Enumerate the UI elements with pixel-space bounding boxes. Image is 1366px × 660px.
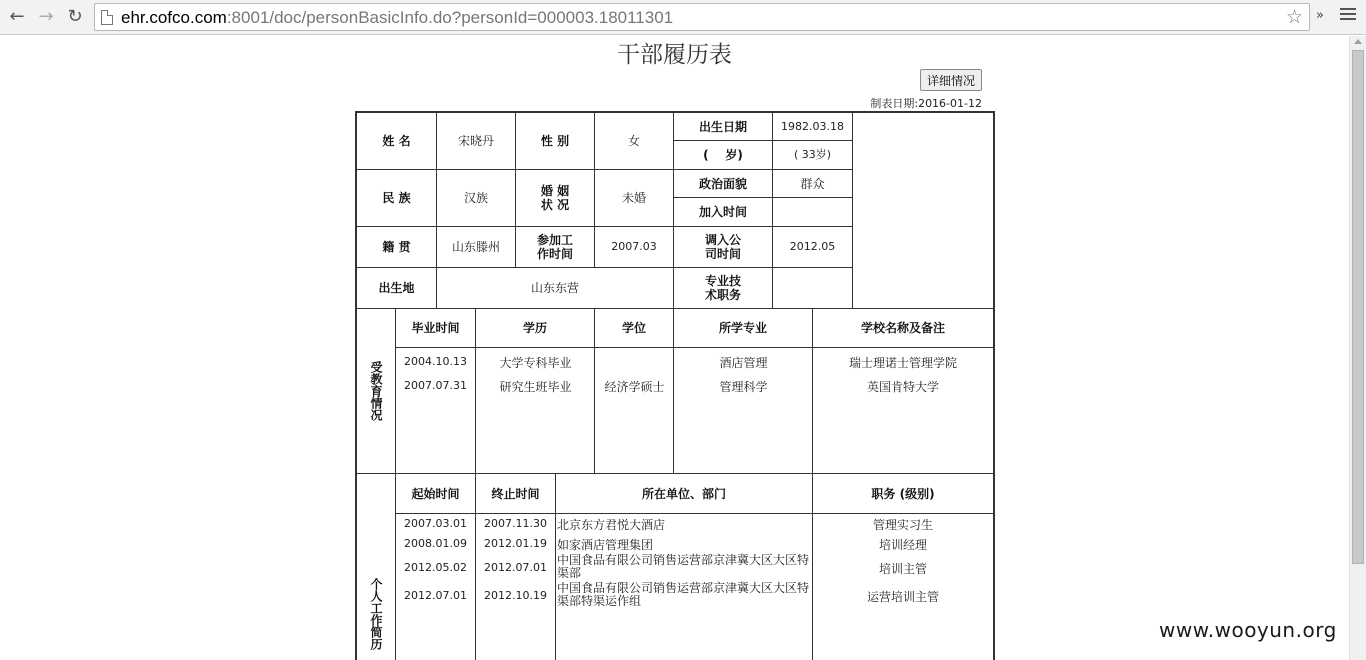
edu-row-2-date: 2007.07.31 [404,379,467,392]
scroll-up-arrow-icon[interactable] [1354,39,1362,44]
marital-value: 未婚 [595,170,674,227]
work-header-start: 起始时间 [396,474,476,514]
work-start-label: 参加工 作时间 [516,227,595,268]
edu-row-1-level: 大学专科毕业 [499,356,572,370]
work-row-3-post: 培训主管 [878,562,927,576]
detail-button[interactable]: 详细情况 [920,69,982,91]
ethnic-value: 汉族 [437,170,516,227]
birthplace-value: 山东东营 [437,268,674,309]
address-bar[interactable] [94,3,1310,31]
marital-label: 婚 姻 状 况 [516,170,595,227]
edu-header-major: 所学专业 [674,309,813,348]
work-row-4-post: 运营培训主管 [866,590,939,604]
work-row-1-post: 管理实习生 [872,518,933,532]
tech-value [773,268,853,309]
name-value: 宋晓丹 [437,113,516,170]
transfer-value: 2012.05 [773,227,853,268]
work-start-value: 2007.03 [595,227,674,268]
education-section-label: 受教育情况 [369,361,383,421]
work-row-3-start: 2012.05.02 [404,561,467,574]
extensions-chevron-icon[interactable]: » [1316,8,1324,23]
work-row-1-start: 2007.03.01 [404,517,467,530]
address-url[interactable]: ehr.cofco.com:8001/doc/personBasicInfo.do?personId=000003.18011301 [121,8,674,27]
edu-row-2-level: 研究生班毕业 [499,380,572,394]
native-label: 籍 贯 [357,227,437,268]
edu-row-2-major: 管理科学 [719,380,768,394]
bookmark-star-icon[interactable]: ☆ [1285,6,1303,28]
vertical-scrollbar[interactable] [1349,36,1366,660]
page-icon [101,10,113,25]
age-label: ( 岁) [674,141,773,170]
menu-icon[interactable] [1340,8,1356,24]
join-label: 加入时间 [674,198,773,227]
work-row-3-unit: 中国食品有限公司销售运营部京津冀大区大区特渠部 [557,553,810,580]
made-date: 制表日期:2016-01-12 [870,97,982,110]
work-header-end: 终止时间 [476,474,556,514]
gender-label: 性 别 [516,113,595,170]
work-row-2-start: 2008.01.09 [404,537,467,550]
edu-row-1-school: 瑞士理诺士管理学院 [848,356,957,370]
work-row-3-end: 2012.07.01 [484,561,547,574]
edu-header-degree: 学位 [595,309,674,348]
work-row-2-unit: 如家酒店管理集团 [557,538,654,552]
native-value: 山东滕州 [437,227,516,268]
work-row-4-start: 2012.07.01 [404,589,467,602]
gender-value: 女 [595,113,674,170]
work-row-1-unit: 北京东方君悦大酒店 [557,518,666,532]
edu-row-1-major: 酒店管理 [719,356,768,370]
edu-row-2-school: 英国肯特大学 [866,380,939,394]
birth-label: 出生日期 [674,113,773,141]
work-header-unit: 所在单位、部门 [556,474,813,514]
photo-cell [853,113,993,309]
tech-label: 专业技 术职务 [674,268,773,309]
back-arrow-icon[interactable]: ← [9,6,25,27]
forward-arrow-icon[interactable]: → [38,6,54,27]
work-row-2-end: 2012.01.19 [484,537,547,550]
edu-row-2-degree: 经济学硕士 [604,380,665,394]
birth-value: 1982.03.18 [773,113,853,141]
page-title: 干部履历表 [617,42,732,68]
work-header-post: 职务 (级别) [813,474,993,514]
work-col-end [476,514,556,660]
political-value: 群众 [773,170,853,198]
edu-header-level: 学历 [476,309,595,348]
watermark: www.wooyun.org [1159,618,1337,642]
join-value [773,198,853,227]
reload-icon[interactable]: ↻ [67,6,83,27]
edu-row-1-date: 2004.10.13 [404,355,467,368]
edu-col-degree [595,348,674,474]
work-row-4-unit: 中国食品有限公司销售运营部京津冀大区大区特渠部特渠运作组 [557,581,810,608]
work-section-label: 个人工作简历 [369,578,383,650]
political-label: 政治面貌 [674,170,773,198]
edu-header-date: 毕业时间 [396,309,476,348]
work-row-1-end: 2007.11.30 [484,517,547,530]
age-value: ( 33岁) [773,141,853,170]
work-col-start [396,514,476,660]
ethnic-label: 民 族 [357,170,437,227]
scroll-thumb[interactable] [1352,50,1364,564]
name-label: 姓 名 [357,113,437,170]
browser-toolbar [0,0,1366,35]
work-row-2-post: 培训经理 [878,538,927,552]
education-section [357,309,396,474]
work-row-4-end: 2012.10.19 [484,589,547,602]
work-section [357,474,396,660]
transfer-label: 调入公 司时间 [674,227,773,268]
birthplace-label: 出生地 [357,268,437,309]
edu-header-school: 学校名称及备注 [813,309,993,348]
